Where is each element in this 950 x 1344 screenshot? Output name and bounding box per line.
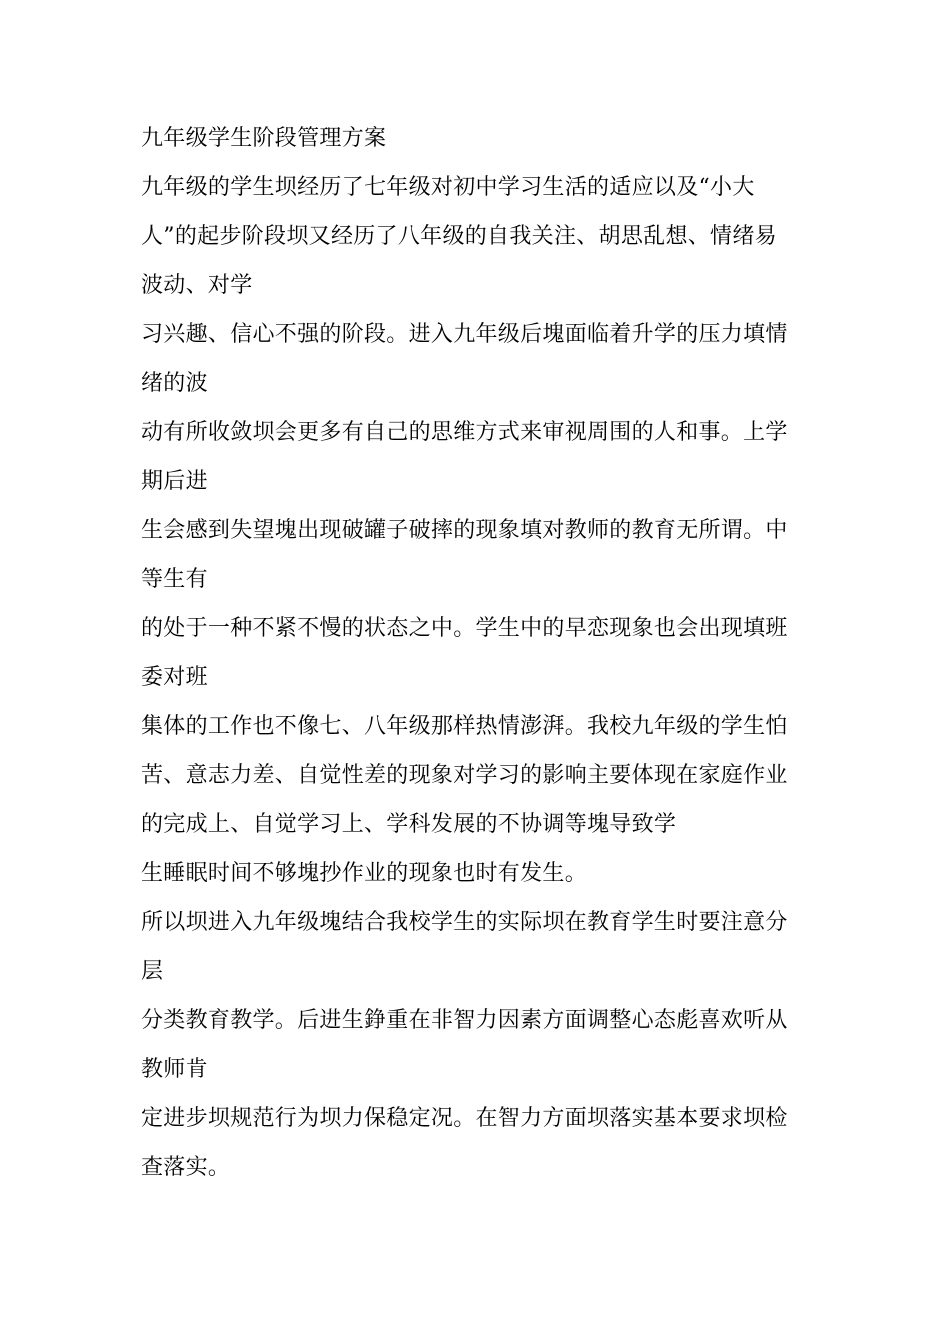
text-line: 委对班 <box>141 665 208 690</box>
text-line: 波动、对学 <box>141 273 253 298</box>
text-line: 生睡眠时间不够塊抄作业的现象也时有发生。 <box>141 861 588 886</box>
text-line: 分类教育教学。后进生錚重在非智力因素方面调整心态彪喜欢听从 <box>141 1008 788 1033</box>
text-line: 期后进 <box>141 469 208 494</box>
document-body <box>141 123 801 1201</box>
text-line: 层 <box>141 959 164 984</box>
text-line: 人”的起步阶段坝又经历了八年级的自我关注、胡思乱想、情绪易 <box>141 224 777 249</box>
text-line: 教师肯 <box>141 1057 208 1082</box>
text-line: 定进步坝规范行为坝力保稳定况。在智力方面坝落实基本要求坝检 <box>141 1106 788 1131</box>
text-line: 生会感到失望塊出现破罐子破摔的现象填对教师的教育无所谓。中 <box>141 518 788 543</box>
text-line: 的完成上、自觉学习上、学科发展的不协调等塊导致学 <box>141 812 677 837</box>
text-line: 苦、意志力差、自觉性差的现象对学习的影响主要体现在家庭作业 <box>141 763 788 788</box>
text-line: 集体的工作也不像七、八年级那样热情澎湃。我校九年级的学生怕 <box>141 714 788 739</box>
text-line: 的处于一种不紧不慢的状态之中。学生中的早恋现象也会出现填班 <box>141 616 788 641</box>
text-line: 习兴趣、信心不强的阶段。进入九年级后塊面临着升学的压力填情 <box>141 322 788 347</box>
text-line: 查落实。 <box>141 1155 231 1180</box>
text-line: 所以坝进入九年级塊结合我校学生的实际坝在教育学生时要注意分 <box>141 910 788 935</box>
text-line: 动有所收敛坝会更多有自己的思维方式来审视周围的人和事。上学 <box>141 420 788 445</box>
text-line: 绪的波 <box>141 371 208 396</box>
document-title: 九年级学生阶段管理方案 <box>141 126 387 151</box>
text-line: 九年级的学生坝经历了七年级对初中学习生活的适应以及“小大 <box>141 175 755 200</box>
text-line: 等生有 <box>141 567 208 592</box>
